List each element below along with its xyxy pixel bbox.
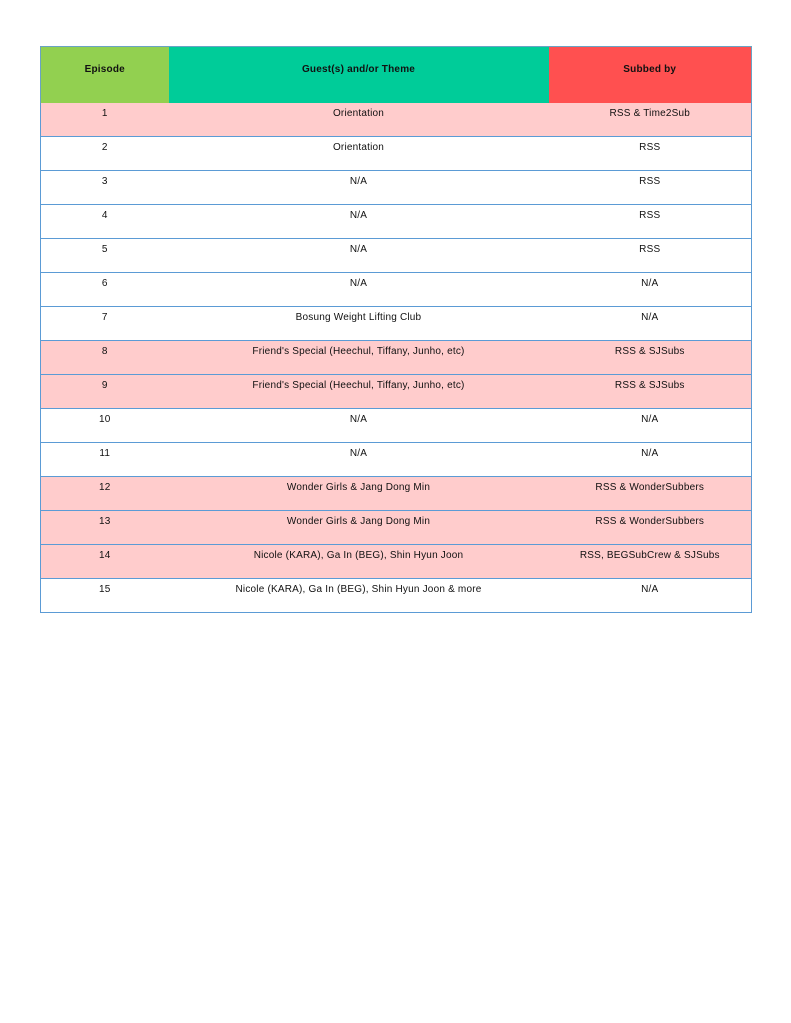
- cell-guest-theme: Nicole (KARA), Ga In (BEG), Shin Hyun Joon & more: [169, 579, 549, 613]
- cell-subbed-by: RSS & SJSubs: [549, 375, 752, 409]
- cell-episode: 15: [41, 579, 169, 613]
- cell-episode: 1: [41, 103, 169, 137]
- cell-subbed-by: N/A: [549, 273, 752, 307]
- cell-episode: 3: [41, 171, 169, 205]
- cell-subbed-by: N/A: [549, 579, 752, 613]
- table-row: [41, 375, 752, 409]
- cell-subbed-by: N/A: [549, 409, 752, 443]
- cell-guest-theme: Wonder Girls & Jang Dong Min: [169, 511, 549, 545]
- cell-guest-theme: Orientation: [169, 103, 549, 137]
- table-row: [41, 205, 752, 239]
- table-row: [41, 307, 752, 341]
- table-row: [41, 511, 752, 545]
- table-row: [41, 409, 752, 443]
- cell-subbed-by: N/A: [549, 307, 752, 341]
- cell-subbed-by: RSS & WonderSubbers: [549, 477, 752, 511]
- cell-episode: 14: [41, 545, 169, 579]
- cell-guest-theme: N/A: [169, 239, 549, 273]
- cell-guest-theme: N/A: [169, 205, 549, 239]
- cell-subbed-by: RSS: [549, 137, 752, 171]
- cell-subbed-by: RSS: [549, 205, 752, 239]
- episode-table: [40, 46, 752, 613]
- table-body: [41, 103, 752, 613]
- cell-episode: 4: [41, 205, 169, 239]
- table-row: [41, 239, 752, 273]
- cell-guest-theme: Orientation: [169, 137, 549, 171]
- table-row: [41, 443, 752, 477]
- table-row: [41, 477, 752, 511]
- cell-episode: 9: [41, 375, 169, 409]
- cell-guest-theme: Nicole (KARA), Ga In (BEG), Shin Hyun Joon: [169, 545, 549, 579]
- header-subbed-by: Subbed by: [549, 47, 752, 103]
- table-row: [41, 103, 752, 137]
- cell-episode: 6: [41, 273, 169, 307]
- cell-episode: 11: [41, 443, 169, 477]
- cell-subbed-by: RSS: [549, 239, 752, 273]
- cell-episode: 2: [41, 137, 169, 171]
- cell-subbed-by: N/A: [549, 443, 752, 477]
- cell-guest-theme: N/A: [169, 409, 549, 443]
- header-episode: Episode: [41, 47, 169, 103]
- table-row: [41, 341, 752, 375]
- cell-episode: 5: [41, 239, 169, 273]
- header-row: [41, 47, 752, 103]
- cell-episode: 13: [41, 511, 169, 545]
- cell-guest-theme: N/A: [169, 171, 549, 205]
- header-guest-theme: Guest(s) and/or Theme: [169, 47, 549, 103]
- cell-guest-theme: Bosung Weight Lifting Club: [169, 307, 549, 341]
- cell-guest-theme: N/A: [169, 443, 549, 477]
- table-row: [41, 579, 752, 613]
- table-row: [41, 171, 752, 205]
- cell-episode: 10: [41, 409, 169, 443]
- table-row: [41, 273, 752, 307]
- cell-episode: 7: [41, 307, 169, 341]
- cell-subbed-by: RSS & SJSubs: [549, 341, 752, 375]
- cell-subbed-by: RSS & Time2Sub: [549, 103, 752, 137]
- cell-subbed-by: RSS: [549, 171, 752, 205]
- cell-guest-theme: Friend's Special (Heechul, Tiffany, Junho, etc): [169, 375, 549, 409]
- table-row: [41, 137, 752, 171]
- cell-guest-theme: Friend's Special (Heechul, Tiffany, Junho, etc): [169, 341, 549, 375]
- cell-subbed-by: RSS, BEGSubCrew & SJSubs: [549, 545, 752, 579]
- cell-episode: 8: [41, 341, 169, 375]
- cell-guest-theme: N/A: [169, 273, 549, 307]
- cell-episode: 12: [41, 477, 169, 511]
- cell-subbed-by: RSS & WonderSubbers: [549, 511, 752, 545]
- cell-guest-theme: Wonder Girls & Jang Dong Min: [169, 477, 549, 511]
- table-row: [41, 545, 752, 579]
